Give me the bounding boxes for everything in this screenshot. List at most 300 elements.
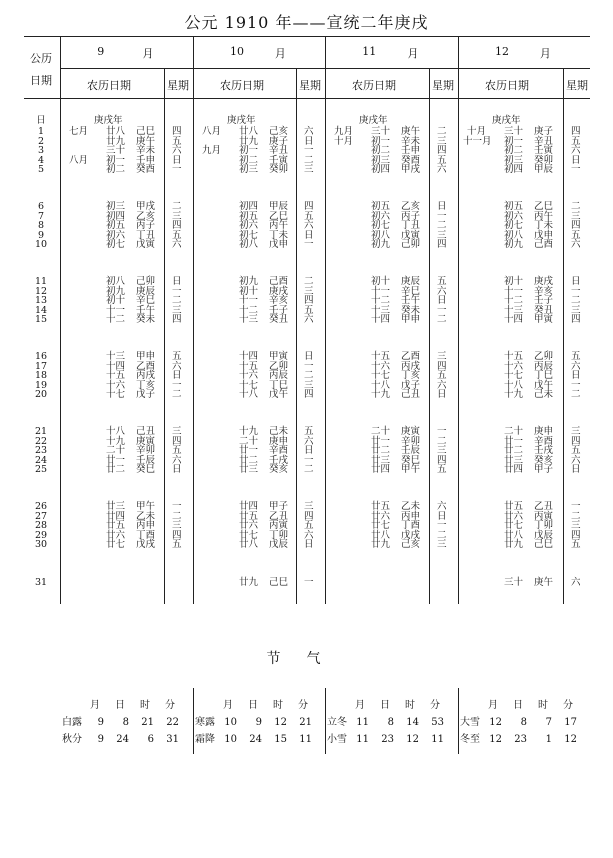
ganzhi: 丁丑 bbox=[136, 229, 156, 241]
solar-term-name: 小雪 bbox=[327, 734, 347, 745]
lunar-day: 初一 bbox=[106, 154, 126, 166]
lunar-day: 十一 bbox=[106, 304, 126, 316]
solar-term-day: 8 bbox=[387, 717, 394, 728]
weekday: 三 bbox=[437, 539, 447, 550]
solar-term-name: 寒露 bbox=[195, 717, 215, 728]
month-unit: 月 bbox=[539, 47, 551, 60]
lunar-day: 十三 bbox=[371, 304, 391, 316]
day-number: 24 bbox=[34, 454, 48, 466]
month-number: 9 bbox=[97, 45, 105, 58]
weekday: 二 bbox=[437, 126, 447, 137]
column-divider bbox=[458, 36, 459, 604]
ganzhi: 壬戌 bbox=[534, 445, 554, 456]
solar-header-day: 日 bbox=[513, 700, 523, 711]
weekday: 三 bbox=[172, 426, 182, 437]
lunar-day: 二十 bbox=[371, 426, 391, 437]
ganzhi: 戊辰 bbox=[269, 539, 289, 550]
weekday: 一 bbox=[172, 164, 182, 175]
lunar-day: 十一 bbox=[504, 285, 524, 297]
weekday: 五 bbox=[437, 154, 447, 166]
lunar-day: 初三 bbox=[106, 201, 126, 212]
weekday: 日 bbox=[304, 229, 314, 241]
weekday: 五 bbox=[304, 304, 314, 316]
ganzhi: 丙辰 bbox=[269, 370, 289, 381]
solar-header-hour: 时 bbox=[538, 700, 548, 711]
lunar-day: 初三 bbox=[371, 154, 391, 166]
ganzhi: 辛酉 bbox=[534, 435, 554, 447]
lunar-day: 初九 bbox=[239, 276, 259, 287]
weekday: 五 bbox=[304, 426, 314, 437]
ganzhi: 癸亥 bbox=[269, 464, 289, 475]
lunar-day: 初八 bbox=[371, 229, 391, 241]
day-number: 19 bbox=[34, 379, 48, 391]
weekday-header: 星期 bbox=[566, 79, 588, 92]
weekday: 六 bbox=[172, 454, 182, 466]
day-number: 21 bbox=[34, 426, 48, 437]
lunar-day: 十二 bbox=[371, 295, 391, 306]
ganzhi: 己亥 bbox=[269, 126, 289, 137]
weekday: 一 bbox=[304, 145, 314, 156]
ganzhi: 乙丑 bbox=[269, 510, 289, 522]
lunar-day: 十七 bbox=[239, 379, 259, 391]
weekday: 二 bbox=[172, 389, 182, 400]
lunar-day: 廿九 bbox=[239, 135, 259, 147]
lunar-day: 初六 bbox=[106, 229, 126, 241]
solar-term-name: 霜降 bbox=[195, 734, 215, 745]
lunar-day: 二十 bbox=[239, 435, 259, 447]
solar-term-hour: 14 bbox=[406, 717, 419, 728]
ganzhi: 辛巳 bbox=[401, 285, 421, 297]
weekday: 二 bbox=[172, 201, 182, 212]
solar-term-day: 8 bbox=[520, 717, 527, 728]
lunar-day: 廿一 bbox=[504, 435, 524, 447]
weekday: 一 bbox=[172, 285, 182, 297]
ganzhi: 戊午 bbox=[269, 389, 289, 400]
ganzhi: 甲申 bbox=[136, 351, 156, 362]
lunar-day: 初三 bbox=[504, 154, 524, 166]
day-number: 25 bbox=[34, 464, 48, 475]
lunar-month-label: 七月 bbox=[69, 126, 89, 137]
lunar-day: 廿三 bbox=[239, 464, 259, 475]
ganzhi: 壬午 bbox=[136, 304, 156, 316]
weekday: 三 bbox=[172, 520, 182, 531]
weekday: 一 bbox=[304, 577, 314, 588]
ganzhi: 乙丑 bbox=[534, 501, 554, 512]
ganzhi: 癸未 bbox=[401, 304, 421, 316]
solar-term-month: 11 bbox=[356, 734, 369, 745]
solar-term-month: 12 bbox=[489, 717, 502, 728]
lunar-day: 十七 bbox=[371, 370, 391, 381]
ganzhi: 癸丑 bbox=[269, 314, 289, 325]
lunar-day: 三十 bbox=[371, 126, 391, 137]
lunar-day: 初五 bbox=[239, 210, 259, 222]
lunar-day: 十五 bbox=[504, 351, 524, 362]
ganzhi: 己未 bbox=[269, 426, 289, 437]
ganzhi: 庚寅 bbox=[401, 426, 421, 437]
ganzhi: 己卯 bbox=[401, 239, 421, 250]
ganzhi: 辛酉 bbox=[269, 445, 289, 456]
ganzhi: 甲子 bbox=[534, 464, 554, 475]
lunar-day: 初九 bbox=[504, 239, 524, 250]
weekday: 四 bbox=[172, 314, 182, 325]
lunar-day: 初九 bbox=[371, 239, 391, 250]
ganzhi: 辛亥 bbox=[534, 285, 554, 297]
ganzhi: 乙亥 bbox=[401, 201, 421, 212]
ganzhi: 己酉 bbox=[269, 276, 289, 287]
weekday: 五 bbox=[304, 210, 314, 222]
weekday: 四 bbox=[172, 529, 182, 541]
lunar-day: 初一 bbox=[504, 135, 524, 147]
ganzhi: 丙午 bbox=[534, 210, 554, 222]
weekday: 四 bbox=[172, 126, 182, 137]
weekday: 一 bbox=[172, 379, 182, 391]
lunar-day: 初四 bbox=[239, 201, 259, 212]
day-number: 14 bbox=[34, 304, 48, 316]
weekday: 四 bbox=[437, 239, 447, 250]
ganzhi: 庚辰 bbox=[136, 285, 156, 297]
lunar-day: 十三 bbox=[106, 351, 126, 362]
solar-column-divider bbox=[193, 688, 194, 754]
weekday: 二 bbox=[304, 464, 314, 475]
column-divider bbox=[429, 68, 430, 604]
weekday: 六 bbox=[304, 126, 314, 137]
column-divider bbox=[60, 36, 61, 604]
lunar-day: 廿五 bbox=[239, 510, 259, 522]
ganzhi: 癸卯 bbox=[269, 164, 289, 175]
day-number: 3 bbox=[37, 145, 45, 156]
ganzhi: 丙戌 bbox=[136, 370, 156, 381]
ganzhi: 壬子 bbox=[534, 295, 554, 306]
lunar-day: 十七 bbox=[106, 389, 126, 400]
lunar-day: 廿二 bbox=[106, 464, 126, 475]
weekday: 四 bbox=[571, 314, 581, 325]
day-label: 日期 bbox=[30, 74, 52, 87]
weekday: 四 bbox=[304, 201, 314, 212]
ganzhi: 庚午 bbox=[534, 577, 554, 588]
lunar-month-label: 十一月 bbox=[463, 135, 492, 147]
month-number: 10 bbox=[229, 45, 244, 58]
solar-header-month: 月 bbox=[488, 700, 498, 711]
solar-term-name: 大雪 bbox=[460, 717, 480, 728]
solar-term-minute: 31 bbox=[166, 734, 179, 745]
weekday: 三 bbox=[304, 379, 314, 391]
lunar-day: 初九 bbox=[106, 285, 126, 297]
weekday: 日 bbox=[571, 464, 581, 475]
weekday: 日 bbox=[172, 370, 182, 381]
solar-term-name: 白露 bbox=[62, 717, 82, 728]
solar-term-day: 23 bbox=[381, 734, 394, 745]
weekday: 五 bbox=[571, 229, 581, 241]
weekday: 日 bbox=[172, 154, 182, 166]
ganzhi: 丙辰 bbox=[534, 360, 554, 372]
lunar-day: 初十 bbox=[106, 295, 126, 306]
solar-header-day: 日 bbox=[380, 700, 390, 711]
solar-term-minute: 12 bbox=[564, 734, 577, 745]
lunar-day: 十三 bbox=[239, 314, 259, 325]
lunar-day: 十二 bbox=[504, 295, 524, 306]
lunar-date-header: 农历日期 bbox=[352, 79, 396, 92]
weekday: 三 bbox=[172, 304, 182, 316]
weekday: 六 bbox=[437, 379, 447, 391]
weekday: 五 bbox=[437, 370, 447, 381]
lunar-day: 十六 bbox=[371, 360, 391, 372]
day-number: 10 bbox=[34, 239, 48, 250]
lunar-month-label: 十月 bbox=[467, 126, 487, 137]
day-number: 22 bbox=[34, 435, 48, 447]
ganzhi: 壬戌 bbox=[269, 454, 289, 466]
ganzhi: 丙子 bbox=[136, 220, 156, 231]
ganzhi: 乙未 bbox=[401, 501, 421, 512]
weekday: 三 bbox=[437, 351, 447, 362]
ganzhi: 甲午 bbox=[136, 501, 156, 512]
day-header: 日 bbox=[36, 115, 46, 126]
ganzhi: 庚戌 bbox=[534, 276, 554, 287]
solar-term-hour: 7 bbox=[545, 717, 552, 728]
column-divider bbox=[563, 68, 564, 604]
solar-term-hour: 21 bbox=[141, 717, 154, 728]
lunar-month-label: 九月 bbox=[334, 126, 354, 137]
lunar-day: 廿八 bbox=[371, 529, 391, 541]
weekday: 二 bbox=[172, 295, 182, 306]
weekday: 五 bbox=[571, 445, 581, 456]
weekday: 一 bbox=[437, 426, 447, 437]
ganzhi: 己巳 bbox=[269, 577, 289, 588]
lunar-day: 十二 bbox=[106, 314, 126, 325]
lunar-day: 十九 bbox=[504, 389, 524, 400]
ganzhi: 乙卯 bbox=[269, 360, 289, 372]
ganzhi: 己巳 bbox=[136, 126, 156, 137]
ganzhi: 戊午 bbox=[534, 379, 554, 391]
weekday: 五 bbox=[437, 464, 447, 475]
lunar-day: 初二 bbox=[371, 145, 391, 156]
weekday: 日 bbox=[571, 276, 581, 287]
ganzhi: 丁亥 bbox=[136, 379, 156, 391]
solar-header-minute: 分 bbox=[563, 700, 573, 711]
ganzhi: 庚午 bbox=[136, 135, 156, 147]
lunar-day: 廿九 bbox=[239, 577, 259, 588]
lunar-day: 初四 bbox=[106, 210, 126, 222]
solar-column-divider bbox=[325, 688, 326, 754]
weekday: 三 bbox=[304, 285, 314, 297]
solar-term-month: 12 bbox=[489, 734, 502, 745]
weekday: 四 bbox=[571, 220, 581, 231]
lunar-day: 十三 bbox=[504, 304, 524, 316]
ganzhi: 甲戌 bbox=[401, 164, 421, 175]
weekday: 一 bbox=[437, 304, 447, 316]
ganzhi: 戊戌 bbox=[136, 539, 156, 550]
ganzhi: 乙卯 bbox=[534, 351, 554, 362]
column-divider bbox=[296, 68, 297, 604]
ganzhi: 甲辰 bbox=[534, 164, 554, 175]
lunar-day: 廿七 bbox=[371, 520, 391, 531]
weekday: 二 bbox=[437, 435, 447, 447]
lunar-day: 初二 bbox=[239, 154, 259, 166]
solar-header-day: 日 bbox=[248, 700, 258, 711]
day-number: 6 bbox=[37, 201, 45, 212]
solar-term-minute: 17 bbox=[564, 717, 577, 728]
weekday: 四 bbox=[304, 295, 314, 306]
weekday: 日 bbox=[437, 295, 447, 306]
ganzhi: 庚午 bbox=[401, 126, 421, 137]
lunar-day: 廿三 bbox=[106, 501, 126, 512]
lunar-day: 廿八 bbox=[106, 126, 126, 137]
ganzhi: 癸未 bbox=[136, 314, 156, 325]
lunar-day: 廿一 bbox=[106, 454, 126, 466]
weekday: 六 bbox=[172, 360, 182, 372]
lunar-date-header: 农历日期 bbox=[485, 79, 529, 92]
weekday: 日 bbox=[437, 201, 447, 212]
month-unit: 月 bbox=[407, 47, 419, 60]
day-number: 11 bbox=[34, 276, 48, 287]
solar-term-hour: 12 bbox=[406, 734, 419, 745]
ganzhi: 辛卯 bbox=[401, 435, 421, 447]
lunar-day: 初七 bbox=[504, 220, 524, 231]
lunar-day: 廿四 bbox=[239, 501, 259, 512]
ganzhi: 辛未 bbox=[136, 145, 156, 156]
weekday: 一 bbox=[304, 360, 314, 372]
weekday: 三 bbox=[571, 520, 581, 531]
solar-terms-title: 节气 bbox=[266, 651, 347, 667]
weekday: 五 bbox=[172, 351, 182, 362]
day-number: 4 bbox=[37, 154, 45, 166]
year-label: 庚戌年 bbox=[94, 115, 123, 126]
solar-header-month: 月 bbox=[223, 700, 233, 711]
day-number: 1 bbox=[37, 126, 45, 137]
ganzhi: 壬辰 bbox=[136, 454, 156, 466]
weekday: 一 bbox=[571, 285, 581, 297]
ganzhi: 己巳 bbox=[534, 539, 554, 550]
weekday: 六 bbox=[304, 435, 314, 447]
solar-term-day: 8 bbox=[122, 717, 129, 728]
lunar-day: 廿四 bbox=[106, 510, 126, 522]
lunar-day: 初一 bbox=[239, 145, 259, 156]
lunar-day: 三十 bbox=[504, 126, 524, 137]
solar-header-month: 月 bbox=[90, 700, 100, 711]
lunar-day: 初七 bbox=[239, 229, 259, 241]
ganzhi: 甲申 bbox=[401, 314, 421, 325]
solar-header-month: 月 bbox=[355, 700, 365, 711]
ganzhi: 癸卯 bbox=[534, 154, 554, 166]
solar-term-day: 24 bbox=[249, 734, 262, 745]
lunar-day: 廿五 bbox=[106, 520, 126, 531]
lunar-day: 十一 bbox=[239, 295, 259, 306]
ganzhi: 甲寅 bbox=[269, 351, 289, 362]
weekday: 一 bbox=[437, 210, 447, 222]
lunar-day: 初六 bbox=[371, 210, 391, 222]
lunar-day: 十四 bbox=[504, 314, 524, 325]
lunar-day: 初五 bbox=[106, 220, 126, 231]
weekday: 五 bbox=[304, 520, 314, 531]
solar-header-hour: 时 bbox=[405, 700, 415, 711]
day-number: 26 bbox=[34, 501, 48, 512]
ganzhi: 戊申 bbox=[534, 229, 554, 241]
weekday: 六 bbox=[437, 285, 447, 297]
lunar-day: 初十 bbox=[371, 276, 391, 287]
ganzhi: 戊寅 bbox=[401, 229, 421, 241]
month-number: 11 bbox=[362, 45, 377, 58]
weekday: 四 bbox=[304, 389, 314, 400]
lunar-day: 十八 bbox=[239, 389, 259, 400]
lunar-day: 廿二 bbox=[504, 445, 524, 456]
lunar-day: 十六 bbox=[504, 360, 524, 372]
solar-header-minute: 分 bbox=[165, 700, 175, 711]
ganzhi: 乙巳 bbox=[534, 201, 554, 212]
solar-header-minute: 分 bbox=[298, 700, 308, 711]
ganzhi: 癸酉 bbox=[136, 164, 156, 175]
solar-term-minute: 11 bbox=[431, 734, 444, 745]
day-number: 31 bbox=[34, 577, 48, 588]
lunar-day: 廿四 bbox=[371, 464, 391, 475]
ganzhi: 丁丑 bbox=[401, 220, 421, 231]
lunar-day: 廿七 bbox=[504, 520, 524, 531]
lunar-day: 廿三 bbox=[371, 454, 391, 466]
weekday: 日 bbox=[571, 370, 581, 381]
ganzhi: 丙申 bbox=[136, 520, 156, 531]
weekday: 一 bbox=[571, 501, 581, 512]
ganzhi: 庚申 bbox=[534, 426, 554, 437]
weekday: 六 bbox=[571, 577, 581, 588]
lunar-day: 二十 bbox=[504, 426, 524, 437]
lunar-day: 三十 bbox=[106, 145, 126, 156]
lunar-day: 廿五 bbox=[504, 501, 524, 512]
ganzhi: 丁未 bbox=[534, 220, 554, 231]
solar-header-minute: 分 bbox=[430, 700, 440, 711]
weekday: 日 bbox=[304, 351, 314, 362]
ganzhi: 己丑 bbox=[136, 426, 156, 437]
gregorian-label: 公历 bbox=[30, 52, 52, 65]
lunar-day: 十六 bbox=[106, 379, 126, 391]
solar-term-month: 10 bbox=[224, 717, 237, 728]
ganzhi: 丁未 bbox=[269, 229, 289, 241]
ganzhi: 甲寅 bbox=[534, 314, 554, 325]
solar-term-minute: 21 bbox=[299, 717, 312, 728]
weekday: 三 bbox=[571, 304, 581, 316]
weekday: 二 bbox=[172, 510, 182, 522]
weekday: 六 bbox=[172, 145, 182, 156]
lunar-day: 初六 bbox=[504, 210, 524, 222]
weekday: 一 bbox=[304, 454, 314, 466]
ganzhi: 辛卯 bbox=[136, 445, 156, 456]
weekday: 一 bbox=[571, 164, 581, 175]
solar-term-hour: 6 bbox=[147, 734, 154, 745]
weekday: 三 bbox=[571, 210, 581, 222]
page-title: 公元 1910 年——宣统二年庚戌 bbox=[184, 13, 429, 32]
lunar-day: 廿七 bbox=[106, 539, 126, 550]
weekday: 六 bbox=[571, 145, 581, 156]
weekday: 六 bbox=[571, 360, 581, 372]
weekday: 六 bbox=[571, 454, 581, 466]
weekday: 一 bbox=[172, 501, 182, 512]
ganzhi: 丙申 bbox=[401, 510, 421, 522]
lunar-day: 初四 bbox=[504, 164, 524, 175]
lunar-month-label: 十月 bbox=[334, 135, 354, 147]
lunar-day: 十九 bbox=[239, 426, 259, 437]
day-number: 17 bbox=[34, 360, 48, 372]
solar-term-minute: 11 bbox=[299, 734, 312, 745]
column-divider bbox=[164, 68, 165, 604]
ganzhi: 乙酉 bbox=[136, 360, 156, 372]
lunar-day: 初八 bbox=[106, 276, 126, 287]
ganzhi: 己酉 bbox=[534, 239, 554, 250]
ganzhi: 乙酉 bbox=[401, 351, 421, 362]
ganzhi: 己未 bbox=[534, 389, 554, 400]
lunar-day: 十二 bbox=[239, 304, 259, 316]
lunar-day: 初七 bbox=[371, 220, 391, 231]
lunar-day: 十四 bbox=[371, 314, 391, 325]
day-number: 9 bbox=[37, 229, 45, 241]
weekday: 四 bbox=[437, 145, 447, 156]
weekday: 四 bbox=[571, 126, 581, 137]
